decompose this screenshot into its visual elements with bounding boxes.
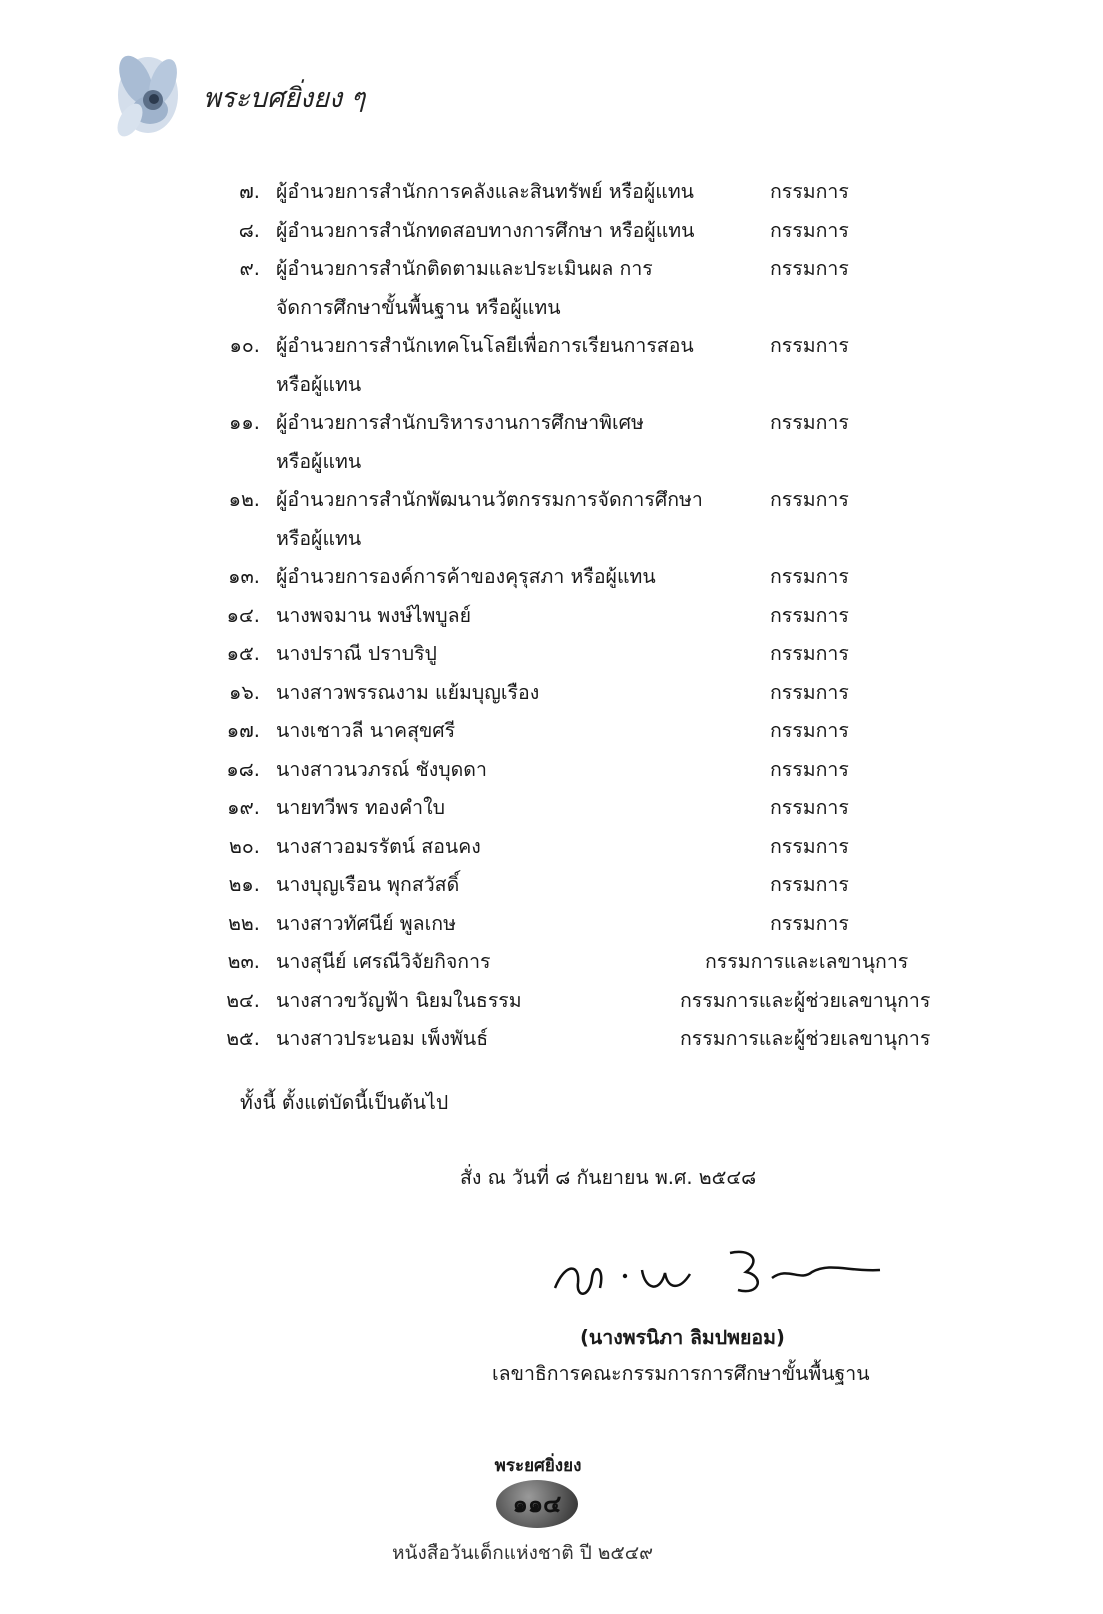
list-item: [0, 866, 1103, 905]
item-number: ๒๔.: [226, 988, 260, 1012]
flower-logo-icon: [108, 50, 203, 150]
member-name: นางสาวประนอม เพ็งพันธ์: [276, 1027, 489, 1050]
member-role: กรรมการและเลขานุการ: [705, 950, 909, 973]
list-item: [0, 789, 1103, 828]
member-role: กรรมการ: [770, 334, 849, 357]
member-name: ผู้อำนวยการสำนักการคลังและสินทรัพย์ หรือผู้แทน: [276, 180, 695, 203]
item-number: ๑๘.: [226, 757, 260, 781]
member-role: กรรมการ: [770, 757, 849, 781]
member-name: นางเชาวลี นาคสุขศรี: [276, 719, 456, 742]
list-item: [0, 558, 1103, 597]
signer-title: เลขาธิการคณะกรรมการการศึกษาขั้นพื้นฐาน: [492, 1362, 870, 1385]
list-item: [0, 943, 1103, 982]
member-role: กรรมการ: [770, 603, 849, 627]
list-item: [0, 404, 1103, 481]
member-role: กรรมการ: [770, 911, 849, 935]
list-item: [0, 173, 1103, 212]
member-role: กรรมการ: [770, 565, 849, 588]
member-name: นางสาวนวภรณ์ ชังบุดดา: [276, 757, 487, 781]
item-number: ๘.: [238, 218, 260, 242]
member-name: นางพจมาน พงษ์ไพบูลย์: [276, 603, 472, 627]
list-item: [0, 828, 1103, 867]
footer-title: พระยศยิ่งยง: [494, 1456, 582, 1476]
member-name: นางปราณี ปราบริปู: [276, 642, 437, 665]
signer-name: (นางพรนิภา ลิมปพยอม): [580, 1326, 785, 1349]
member-name: นางสาวพรรณงาม แย้มบุญเรือง: [276, 680, 540, 704]
member-role: กรรมการ: [770, 642, 849, 665]
order-date: สั่ง ณ วันที่ ๘ กันยายน พ.ศ. ๒๕๔๘: [460, 1166, 757, 1189]
closing-statement: ทั้งนี้ ตั้งแต่บัดนี้เป็นต้นไป: [240, 1091, 449, 1114]
item-number: ๒๒.: [228, 911, 260, 935]
member-role: กรรมการ: [770, 488, 849, 511]
item-number: ๑๖.: [229, 680, 260, 704]
item-number: ๒๐.: [229, 834, 260, 858]
item-number: ๒๑.: [228, 873, 260, 896]
member-name: ผู้อำนวยการสำนักเทคโนโลยีเพื่อการเรียนการสอน หรือผู้แทน: [276, 334, 694, 396]
member-role: กรรมการและผู้ช่วยเลขานุการ: [680, 1027, 931, 1050]
footer-subtitle: หนังสือวันเด็กแห่งชาติ ปี ๒๕๔๙: [392, 1542, 654, 1564]
member-role: กรรมการ: [770, 218, 849, 242]
list-item: [0, 481, 1103, 558]
member-name: ผู้อำนวยการสำนักติดตามและประเมินผล การจัดการศึกษาขั้นพื้นฐาน หรือผู้แทน: [276, 257, 653, 319]
member-name: ผู้อำนวยการสำนักทดสอบทางการศึกษา หรือผู้แทน: [276, 218, 695, 242]
page-header: [108, 50, 368, 150]
item-number: ๗.: [239, 180, 260, 203]
item-number: ๑๔.: [226, 603, 260, 627]
member-name: ผู้อำนวยการสำนักพัฒนานวัตกรรมการจัดการศึกษา หรือผู้แทน: [276, 488, 703, 550]
list-item: [0, 327, 1103, 404]
page-number-badge: ๑๑๔: [496, 1480, 578, 1528]
list-item: [0, 712, 1103, 751]
member-name: นางสุนีย์ เศรณีวิจัยกิจการ: [276, 950, 491, 973]
list-item: [0, 751, 1103, 790]
list-item: [0, 635, 1103, 674]
member-role: กรรมการ: [770, 719, 849, 742]
item-number: ๒๓.: [227, 950, 260, 973]
item-number: ๑๕.: [226, 642, 260, 665]
member-role: กรรมการ: [770, 873, 849, 896]
member-name: นายทวีพร ทองคำใบ: [276, 796, 446, 819]
list-item: [0, 905, 1103, 944]
item-number: ๑๒.: [228, 488, 260, 511]
list-item: [0, 250, 1103, 327]
member-role: กรรมการ: [770, 796, 849, 819]
member-name: ผู้อำนวยการองค์การค้าของคุรุสภา หรือผู้แทน: [276, 565, 656, 588]
list-item: [0, 982, 1103, 1021]
item-number: ๑๐.: [229, 334, 260, 357]
item-number: ๙.: [239, 257, 260, 280]
item-number: ๑๓.: [228, 565, 260, 588]
member-role: กรรมการ: [770, 834, 849, 858]
member-role: กรรมการ: [770, 257, 849, 280]
member-name: นางสาวอมรรัตน์ สอนคง: [276, 834, 481, 858]
list-item: [0, 674, 1103, 713]
member-name: นางสาวทัศนีย์ พูลเกษ: [276, 911, 456, 935]
member-role: กรรมการ: [770, 411, 849, 434]
item-number: ๑๙.: [227, 796, 260, 819]
item-number: ๑๗.: [226, 719, 260, 742]
item-number: ๒๕.: [226, 1027, 260, 1050]
member-role: กรรมการ: [770, 680, 849, 704]
committee-list: [0, 173, 1103, 1059]
header-title: พระบศยิ่งยง ๆ: [203, 83, 366, 114]
member-name: ผู้อำนวยการสำนักบริหารงานการศึกษาพิเศษ หรือผู้แทน: [276, 411, 644, 473]
member-name: นางสาวขวัญฟ้า นิยมในธรรม: [276, 988, 522, 1012]
member-role: กรรมการ: [770, 180, 849, 203]
signature: [550, 1238, 890, 1308]
item-number: ๑๑.: [229, 411, 260, 434]
list-item: [0, 1020, 1103, 1059]
list-item: [0, 597, 1103, 636]
member-name: นางบุญเรือน พุกสวัสดิ์: [276, 873, 460, 896]
member-role: กรรมการและผู้ช่วยเลขานุการ: [680, 988, 931, 1012]
list-item: [0, 212, 1103, 251]
